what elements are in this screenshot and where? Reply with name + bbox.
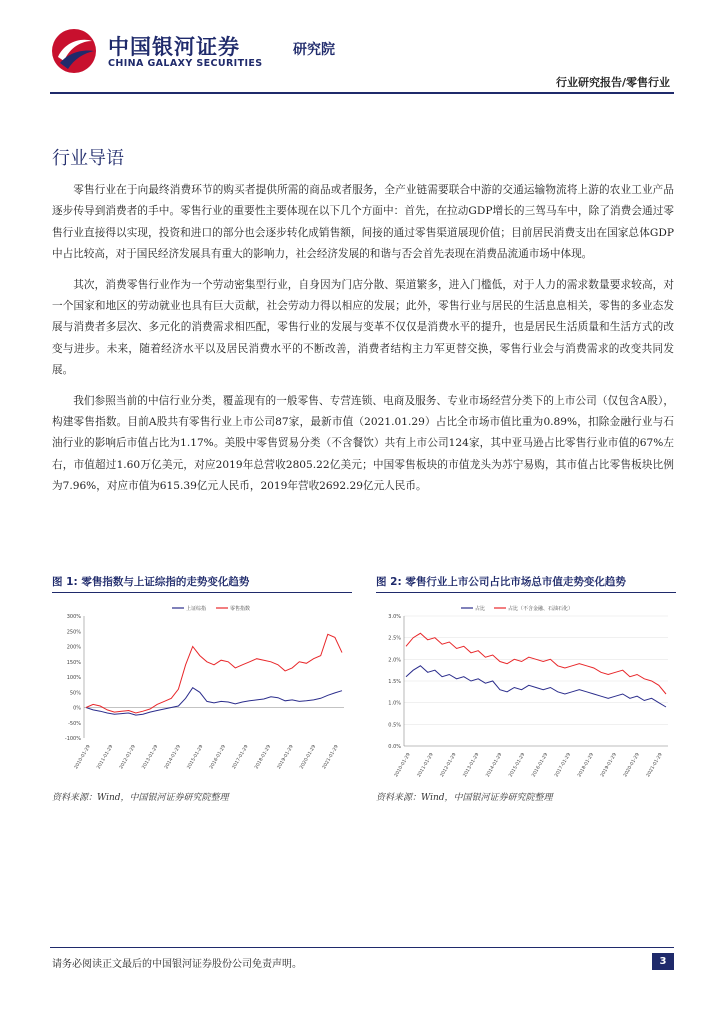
x-tick-label: 2012-01-29: [119, 744, 137, 771]
report-category: 行业研究报告/零售行业: [555, 76, 670, 89]
x-tick-label: 2014-01-29: [164, 744, 182, 771]
x-tick-label: 2013-01-29: [462, 752, 481, 778]
paragraph-2: 其次，消费零售行业作为一个劳动密集型行业，自身因为门店分散、渠道繁多，进入门槛低，对于人力的需求数量要求较高，对一个国家和地区的劳动就业也具有巨大贡献，社会劳动力得以相应的发展；此外，零售行业与居民的生活息息相关，零售的多业态发展与消费者多层次、多元化的消费需求相匹配，零售行业的发展与变革不仅仅是消费水平的提升，也是居民生活质量和生活方式的改变与进步。未来，随着经济水平以及居民消费水平的不断改善，消费者结构主力军更替交换，零售行业会与消费需求的改变共同发展。: [52, 278, 674, 377]
series-line-2: [406, 633, 666, 694]
y-tick-label: 1.0%: [388, 700, 401, 707]
x-tick-label: 2016-01-29: [209, 744, 228, 771]
x-tick-label: 2019-01-29: [600, 752, 618, 778]
y-tick-label: 150%: [66, 659, 81, 666]
x-tick-label: 2018-01-29: [577, 752, 596, 778]
figure-2-source: 资料来源：Wind，中国银河证券研究院整理: [376, 793, 553, 803]
logo-chinese-name: 中国银河证券: [108, 35, 240, 59]
series-line-1: [406, 666, 666, 707]
y-tick-label: 50%: [69, 690, 81, 697]
x-tick-label: 2012-01-29: [439, 752, 458, 778]
figure-1-source: 资料来源：Wind，中国银河证券研究院整理: [52, 793, 229, 803]
x-tick-label: 2010-01-29: [74, 744, 92, 771]
figure-1: [52, 574, 352, 593]
legend-label-2: 占比（不含金融、石油石化）: [508, 606, 574, 612]
logo-institute: 研究院: [293, 42, 335, 58]
y-tick-label: 0%: [73, 705, 81, 712]
x-tick-label: 2016-01-29: [531, 752, 550, 778]
y-tick-label: -100%: [64, 736, 81, 742]
figure-1-chart: [52, 598, 352, 778]
y-tick-label: -50%: [68, 720, 81, 727]
figure-2: [376, 574, 676, 593]
x-tick-label: 2013-01-29: [141, 744, 160, 771]
body-text: [52, 180, 674, 507]
galaxy-logo-icon: [50, 27, 98, 75]
line-chart-svg: [376, 598, 676, 778]
y-tick-label: 200%: [66, 644, 81, 651]
y-tick-label: 300%: [66, 614, 81, 620]
y-tick-label: 2.5%: [388, 635, 401, 642]
figure-2-chart: [376, 598, 676, 778]
paragraph-1: 零售行业在于向最终消费环节的购买者提供所需的商品或者服务，全产业链需要联合中游的交通运输物流将上游的农业工业产品逐步传导到消费者的手中。零售行业的重要性主要体现在以下几个方面中：首先，在拉动GDP增长的三驾马车中，除了消费会通过零售行业直接得以实现，投资和进口的部分也会逐步转化成销售额，间接的通过零售渠道展现价值；目前居民消费支出在国家总体GDP中占比较高，对于国民经济发展具有重大的影响力，社会经济发展的和谐与否会首先表现在消费品流通市场中体现。: [52, 184, 674, 261]
x-tick-label: 2021-01-29: [322, 744, 340, 771]
page-number: 3: [652, 953, 674, 970]
header-divider: [50, 92, 674, 94]
x-tick-label: 2011-01-29: [416, 752, 435, 778]
legend-label-1: 上证综指: [186, 606, 207, 612]
logo-english-name: CHINA GALAXY SECURITIES: [108, 58, 263, 69]
paragraph-3: 我们参照当前的中信行业分类，覆盖现有的一般零售、专营连锁、电商及服务、专业市场经营分类下的上市公司（仅包含A股），构建零售指数。目前A股共有零售行业上市公司87家，最新市值（2021.01.29）占比全市场市值比重为0.89%，扣除金融行业与石油行业的影响后市值占比为1.17%。美股中零售贸易分类（不含餐饮）共有上市公司124家，其中亚马逊占比零售行业市值的67%左右，市值超过1.60万亿美元，对应2019年总营收2805.22亿美元；中国零售板块的市值龙头为苏宁易购，其市值占比零售板块比例为7.96%，对应市值为615.39亿元人民币，2019年营收2692.29亿元人民币。: [52, 394, 674, 493]
legend-label-1: 占比: [475, 606, 486, 612]
x-tick-label: 2010-01-29: [394, 752, 412, 778]
x-tick-label: 2018-01-29: [254, 744, 273, 771]
section-title: 行业导语: [52, 148, 124, 169]
footer-disclaimer: 请务必阅读正文最后的中国银河证券股份公司免责声明。: [52, 959, 302, 970]
x-tick-label: 2019-01-29: [276, 744, 295, 771]
y-tick-label: 1.5%: [388, 679, 401, 685]
x-tick-label: 2011-01-29: [96, 744, 115, 771]
x-tick-label: 2015-01-29: [186, 744, 205, 771]
x-tick-label: 2021-01-29: [646, 752, 664, 778]
y-tick-label: 0.0%: [388, 744, 401, 750]
company-logo: [50, 25, 350, 80]
figure-1-caption: 图 1: 零售指数与上证综指的走势变化趋势: [52, 574, 352, 593]
x-tick-label: 2015-01-29: [508, 752, 527, 778]
x-tick-label: 2020-01-29: [299, 744, 318, 771]
y-tick-label: 100%: [66, 675, 81, 681]
line-chart-svg: [52, 598, 352, 778]
y-tick-label: 250%: [66, 629, 81, 636]
y-tick-label: 2.0%: [388, 657, 401, 664]
footer-divider: [50, 947, 674, 948]
y-tick-label: 0.5%: [388, 722, 401, 729]
y-tick-label: 3.0%: [388, 614, 401, 620]
x-tick-label: 2017-01-29: [554, 752, 573, 778]
figure-2-caption: 图 2: 零售行业上市公司占比市场总市值走势变化趋势: [376, 574, 676, 593]
x-tick-label: 2017-01-29: [231, 744, 250, 771]
x-tick-label: 2020-01-29: [623, 752, 641, 778]
legend-label-2: 零售指数: [230, 606, 251, 612]
x-tick-label: 2014-01-29: [485, 752, 504, 778]
